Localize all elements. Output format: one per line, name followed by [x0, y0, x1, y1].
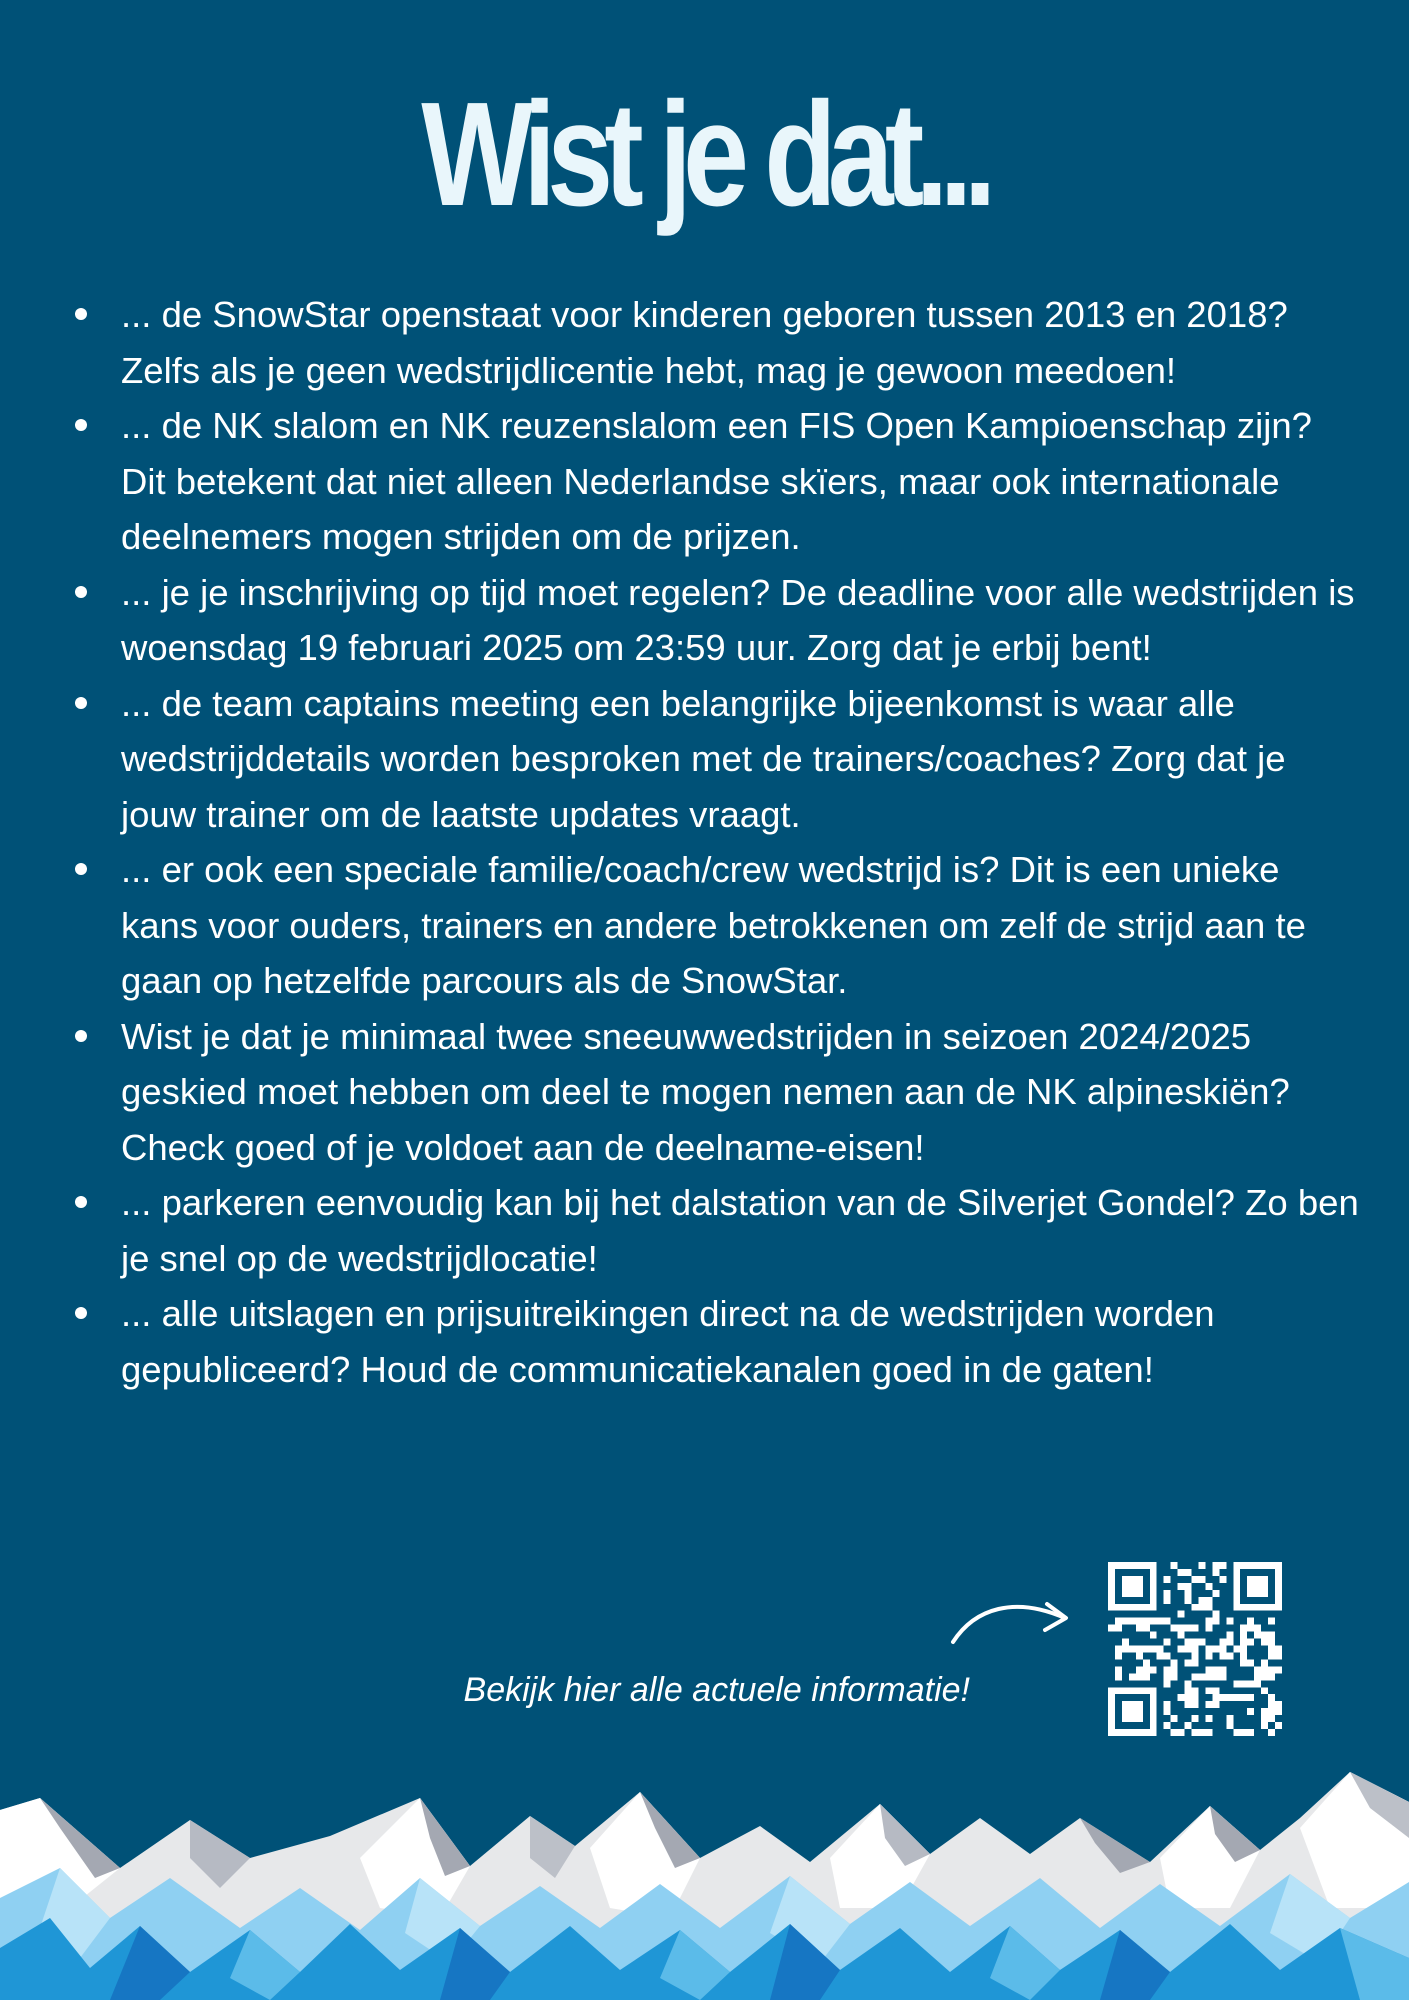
- qr-module: [1261, 1666, 1268, 1673]
- qr-module: [1129, 1618, 1136, 1625]
- qr-module: [1164, 1708, 1171, 1715]
- qr-module: [1164, 1652, 1171, 1659]
- fact-text: ... de team captains meeting een belangrijke bijeenkomst is waar alle wedstrijddetails worden besproken met de trainers/coaches? Zorg dat je jouw trainer om de laatste updates vraagt.: [121, 682, 1286, 835]
- qr-module: [1261, 1673, 1268, 1680]
- qr-module: [1115, 1666, 1122, 1673]
- qr-module: [1115, 1673, 1122, 1680]
- qr-module: [1233, 1646, 1240, 1653]
- qr-module: [1240, 1625, 1247, 1632]
- qr-module: [1157, 1646, 1164, 1653]
- qr-module: [1198, 1576, 1205, 1583]
- list-item: [0, 842, 1409, 1009]
- qr-module: [1205, 1646, 1212, 1653]
- qr-module: [1247, 1625, 1254, 1632]
- qr-module: [1171, 1729, 1178, 1736]
- qr-module: [1136, 1666, 1143, 1673]
- qr-module: [1205, 1618, 1212, 1625]
- qr-module: [1171, 1666, 1178, 1673]
- qr-module: [1136, 1625, 1143, 1632]
- qr-module: [1212, 1646, 1219, 1653]
- qr-module: [1122, 1639, 1129, 1646]
- fact-text: ... je je inschrijving op tijd moet regelen? De deadline voor alle wedstrijden is woensdag 19 februari 2025 om 23:59 uur. Zorg dat je erbij bent!: [121, 571, 1355, 668]
- qr-module: [1219, 1562, 1226, 1569]
- qr-module: [1115, 1618, 1122, 1625]
- qr-module: [1275, 1646, 1282, 1653]
- qr-module: [1240, 1680, 1247, 1687]
- qr-module: [1192, 1646, 1199, 1653]
- qr-module: [1185, 1590, 1192, 1597]
- qr-module: [1192, 1673, 1199, 1680]
- qr-module: [1136, 1618, 1143, 1625]
- qr-module: [1226, 1618, 1233, 1625]
- mountains-illustration: [0, 1758, 1409, 2000]
- qr-module: [1268, 1701, 1275, 1708]
- qr-module: [1240, 1659, 1247, 1666]
- qr-module: [1192, 1694, 1199, 1701]
- list-item: [0, 565, 1409, 676]
- qr-module: [1233, 1694, 1240, 1701]
- qr-module: [1226, 1639, 1233, 1646]
- qr-module: [1185, 1659, 1192, 1666]
- qr-module: [1143, 1666, 1150, 1673]
- qr-module: [1164, 1680, 1171, 1687]
- qr-module: [1198, 1729, 1205, 1736]
- qr-module: [1247, 1680, 1254, 1687]
- qr-module: [1268, 1708, 1275, 1715]
- qr-module: [1261, 1722, 1268, 1729]
- qr-module: [1219, 1576, 1226, 1583]
- qr-module: [1192, 1604, 1199, 1611]
- qr-module: [1185, 1687, 1192, 1694]
- qr-module: [1192, 1659, 1199, 1666]
- qr-module: [1150, 1632, 1157, 1639]
- qr-module: [1164, 1576, 1171, 1583]
- qr-module: [1219, 1694, 1226, 1701]
- qr-module: [1205, 1673, 1212, 1680]
- fact-text: ... parkeren eenvoudig kan bij het dalstation van de Silverjet Gondel? Zo ben je snel op de wedstrijdlocatie!: [121, 1182, 1359, 1279]
- qr-module: [1268, 1632, 1275, 1639]
- qr-module: [1205, 1666, 1212, 1673]
- qr-module: [1178, 1646, 1185, 1653]
- list-item: [0, 1286, 1409, 1397]
- qr-module: [1122, 1646, 1129, 1653]
- qr-module: [1233, 1729, 1240, 1736]
- qr-module: [1178, 1569, 1185, 1576]
- qr-module: [1198, 1604, 1205, 1611]
- qr-module: [1254, 1632, 1261, 1639]
- qr-module: [1143, 1625, 1150, 1632]
- qr-module: [1143, 1673, 1150, 1680]
- qr-module: [1212, 1687, 1219, 1694]
- qr-module: [1171, 1715, 1178, 1722]
- qr-module: [1178, 1729, 1185, 1736]
- qr-module: [1192, 1576, 1199, 1583]
- qr-module: [1157, 1652, 1164, 1659]
- list-item: [0, 398, 1409, 565]
- qr-module: [1185, 1569, 1192, 1576]
- qr-module: [1261, 1715, 1268, 1722]
- qr-module: [1185, 1639, 1192, 1646]
- qr-module: [1143, 1618, 1150, 1625]
- qr-module: [1219, 1666, 1226, 1673]
- bullet-icon: [75, 419, 87, 431]
- qr-module: [1164, 1722, 1171, 1729]
- qr-module: [1185, 1722, 1192, 1729]
- qr-module: [1192, 1729, 1199, 1736]
- qr-module: [1212, 1611, 1219, 1618]
- qr-module: [1171, 1625, 1178, 1632]
- qr-module: [1150, 1666, 1157, 1673]
- qr-module: [1254, 1666, 1261, 1673]
- qr-module: [1275, 1708, 1282, 1715]
- qr-module: [1205, 1652, 1212, 1659]
- qr-module: [1178, 1611, 1185, 1618]
- qr-module: [1226, 1652, 1233, 1659]
- qr-module: [1115, 1652, 1122, 1659]
- qr-module: [1192, 1639, 1199, 1646]
- qr-module: [1261, 1687, 1268, 1694]
- qr-module: [1178, 1625, 1185, 1632]
- facts-list: [0, 287, 1409, 1397]
- qr-module: [1247, 1694, 1254, 1701]
- qr-module: [1240, 1646, 1247, 1653]
- qr-module: [1254, 1673, 1261, 1680]
- qr-module: [1129, 1646, 1136, 1653]
- qr-module: [1268, 1646, 1275, 1653]
- qr-module: [1171, 1673, 1178, 1680]
- qr-module: [1122, 1701, 1143, 1722]
- qr-module: [1143, 1659, 1150, 1666]
- qr-module: [1171, 1562, 1178, 1569]
- fact-text: ... alle uitslagen en prijsuitreikingen direct na de wedstrijden worden gepubliceerd? Houd de communicatiekanalen goed in de gaten!: [121, 1293, 1215, 1390]
- qr-module: [1150, 1646, 1157, 1653]
- qr-module: [1212, 1569, 1219, 1576]
- fact-text: ... er ook een speciale familie/coach/crew wedstrijd is? Dit is een unieke kans voor ouders, trainers en andere betrokkenen om zelf de strijd aan te gaan op hetzelfde parcours als de SnowStar.: [121, 849, 1306, 1001]
- qr-module: [1212, 1666, 1219, 1673]
- bullet-icon: [75, 1196, 87, 1208]
- qr-module: [1185, 1646, 1192, 1653]
- qr-module: [1212, 1562, 1219, 1569]
- qr-module: [1205, 1715, 1212, 1722]
- qr-code[interactable]: [1108, 1562, 1282, 1736]
- bullet-icon: [75, 586, 87, 598]
- qr-module: [1192, 1715, 1199, 1722]
- qr-module: [1164, 1590, 1171, 1597]
- qr-module: [1268, 1652, 1275, 1659]
- qr-module: [1198, 1597, 1205, 1604]
- qr-module: [1247, 1708, 1254, 1715]
- qr-module: [1219, 1639, 1226, 1646]
- qr-module: [1185, 1625, 1192, 1632]
- qr-module: [1268, 1639, 1275, 1646]
- qr-module: [1192, 1701, 1199, 1708]
- list-item: [0, 676, 1409, 843]
- cta-text: Bekijk hier alle actuele informatie!: [463, 1671, 970, 1709]
- qr-module: [1157, 1618, 1164, 1625]
- qr-module: [1240, 1694, 1247, 1701]
- qr-module: [1268, 1729, 1275, 1736]
- qr-module: [1233, 1680, 1240, 1687]
- qr-module: [1164, 1673, 1171, 1680]
- qr-module: [1122, 1576, 1143, 1597]
- qr-module: [1247, 1639, 1254, 1646]
- fact-text: Wist je dat je minimaal twee sneeuwwedstrijden in seizoen 2024/2025 geskied moet hebben om deel te mogen nemen aan de NK alpineskiën? Check goed of je voldoet aan de deelname-eisen!: [121, 1015, 1290, 1168]
- qr-module: [1240, 1729, 1247, 1736]
- qr-module: [1226, 1632, 1233, 1639]
- qr-module: [1268, 1666, 1275, 1673]
- qr-module: [1275, 1701, 1282, 1708]
- bullet-icon: [75, 1030, 87, 1042]
- qr-module: [1192, 1625, 1199, 1632]
- qr-module: [1205, 1625, 1212, 1632]
- fact-text: ... de NK slalom en NK reuzenslalom een FIS Open Kampioenschap zijn? Dit betekent dat niet alleen Nederlandse skïers, maar ook internationale deelnemers mogen strijden om de prijzen.: [121, 405, 1312, 557]
- qr-module: [1136, 1646, 1143, 1653]
- qr-module: [1164, 1639, 1171, 1646]
- qr-module: [1108, 1625, 1115, 1632]
- qr-module: [1240, 1639, 1247, 1646]
- qr-module: [1212, 1673, 1219, 1680]
- qr-module: [1185, 1680, 1192, 1687]
- qr-module: [1115, 1625, 1122, 1632]
- qr-module: [1192, 1652, 1199, 1659]
- qr-module: [1164, 1666, 1171, 1673]
- qr-module: [1164, 1701, 1171, 1708]
- qr-module: [1136, 1673, 1143, 1680]
- qr-module: [1185, 1701, 1192, 1708]
- fact-text: ... de SnowStar openstaat voor kinderen geboren tussen 2013 en 2018? Zelfs als je geen wedstrijdlicentie hebt, mag je gewoon meedoen!: [121, 294, 1288, 391]
- qr-module: [1212, 1590, 1219, 1597]
- qr-module: [1226, 1722, 1233, 1729]
- qr-module: [1205, 1583, 1212, 1590]
- qr-module: [1212, 1701, 1219, 1708]
- qr-module: [1261, 1639, 1268, 1646]
- qr-module: [1192, 1687, 1199, 1694]
- qr-module: [1247, 1729, 1254, 1736]
- qr-module: [1136, 1652, 1143, 1659]
- qr-module: [1240, 1632, 1247, 1639]
- qr-module: [1247, 1576, 1268, 1597]
- qr-module: [1143, 1646, 1150, 1653]
- qr-module: [1122, 1618, 1129, 1625]
- qr-module: [1212, 1694, 1219, 1701]
- qr-module: [1254, 1625, 1261, 1632]
- qr-module: [1212, 1618, 1219, 1625]
- qr-module: [1247, 1618, 1254, 1625]
- qr-module: [1129, 1673, 1136, 1680]
- qr-module: [1205, 1701, 1212, 1708]
- qr-module: [1254, 1680, 1261, 1687]
- qr-module: [1226, 1694, 1233, 1701]
- qr-module: [1205, 1604, 1212, 1611]
- qr-module: [1268, 1694, 1275, 1701]
- bullet-icon: [75, 308, 87, 320]
- qr-module: [1226, 1715, 1233, 1722]
- qr-module: [1185, 1694, 1192, 1701]
- qr-module: [1164, 1618, 1171, 1625]
- qr-module: [1185, 1597, 1192, 1604]
- qr-module: [1164, 1597, 1171, 1604]
- page-title: Wist je dat...: [421, 72, 988, 237]
- list-item: [0, 1175, 1409, 1286]
- qr-module: [1247, 1659, 1254, 1666]
- list-item: [0, 1009, 1409, 1176]
- qr-module: [1205, 1729, 1212, 1736]
- qr-module: [1205, 1597, 1212, 1604]
- qr-module: [1268, 1673, 1275, 1680]
- qr-module: [1205, 1687, 1212, 1694]
- curved-arrow-icon: [945, 1590, 1075, 1670]
- qr-module: [1219, 1646, 1226, 1653]
- qr-module: [1198, 1673, 1205, 1680]
- qr-module: [1275, 1722, 1282, 1729]
- list-item: [0, 287, 1409, 398]
- qr-module: [1261, 1632, 1268, 1639]
- qr-module: [1198, 1639, 1205, 1646]
- qr-module: [1275, 1666, 1282, 1673]
- qr-module: [1178, 1583, 1185, 1590]
- qr-module: [1275, 1652, 1282, 1659]
- qr-module: [1240, 1652, 1247, 1659]
- qr-module: [1268, 1715, 1275, 1722]
- qr-module: [1261, 1708, 1268, 1715]
- qr-module: [1219, 1652, 1226, 1659]
- bullet-icon: [75, 863, 87, 875]
- qr-module: [1150, 1618, 1157, 1625]
- bullet-icon: [75, 1307, 87, 1319]
- qr-module: [1198, 1562, 1205, 1569]
- qr-module: [1219, 1673, 1226, 1680]
- qr-module: [1261, 1659, 1268, 1666]
- qr-module: [1178, 1694, 1185, 1701]
- bullet-icon: [75, 697, 87, 709]
- qr-module: [1185, 1583, 1192, 1590]
- qr-module: [1178, 1632, 1185, 1639]
- qr-module: [1115, 1646, 1122, 1653]
- qr-module: [1268, 1618, 1275, 1625]
- qr-module: [1171, 1659, 1178, 1666]
